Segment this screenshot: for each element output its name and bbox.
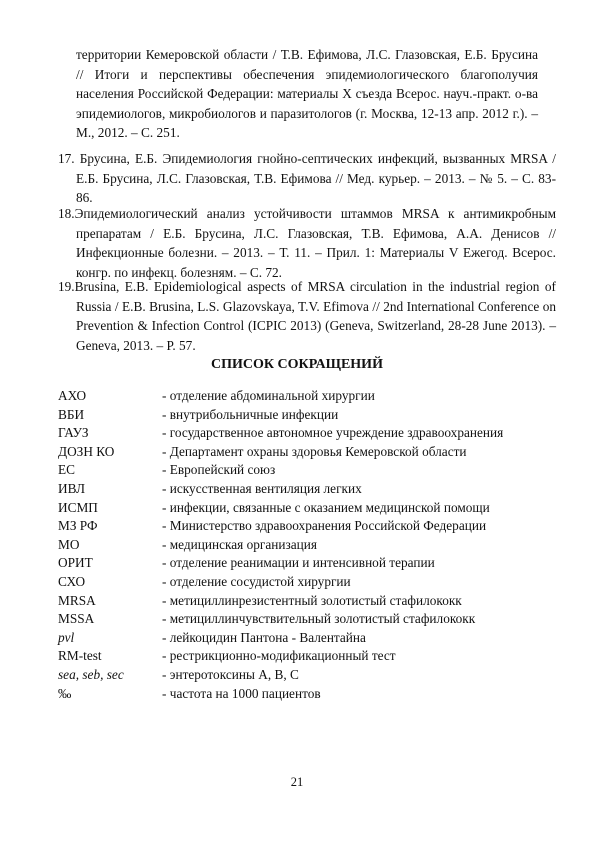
abbreviation-term: ИВЛ xyxy=(58,480,85,496)
abbreviation-row xyxy=(58,442,538,461)
abbreviation-row xyxy=(58,479,538,498)
abbreviation-term: MSSA xyxy=(58,611,95,627)
reference-number: 17. xyxy=(58,151,75,166)
abbreviation-definition: - отделение реанимации и интенсивной терапии xyxy=(162,555,435,571)
abbreviation-definition: - внутрибольничные инфекции xyxy=(162,406,339,422)
abbreviation-term: ЕС xyxy=(58,462,75,478)
abbreviation-row xyxy=(58,516,538,535)
abbreviation-definition: - метициллинрезистентный золотистый стафилококк xyxy=(162,592,462,608)
abbreviation-term: ВБИ xyxy=(58,406,85,422)
abbreviation-row xyxy=(58,423,538,442)
abbreviation-term: RM-test xyxy=(58,648,102,664)
abbreviation-row xyxy=(58,553,538,572)
reference-item xyxy=(58,277,556,355)
abbreviation-term: МЗ РФ xyxy=(58,518,98,534)
reference-text: Brusina, E.B. Epidemiological aspects of MRSA circulation in the industrial region of Russia / E.B. Brusina, L.S. Glazovskaya, T.V. Efimova // 2nd International Conference on Prevention & Infection Control (ICPIC 2013) (Geneva, Switzerland, 28-28 June 2013). – Geneva, 2013. – P. 57. xyxy=(74,279,556,353)
section-heading: СПИСОК СОКРАЩЕНИЙ xyxy=(211,357,383,372)
abbreviation-row xyxy=(58,572,538,591)
abbreviation-definition: - искусственная вентиляция легких xyxy=(162,480,362,496)
abbreviation-term: ИСМП xyxy=(58,499,98,515)
reference-item xyxy=(58,149,556,208)
abbreviation-term: sea, seb, sec xyxy=(58,666,124,682)
abbreviation-definition: - государственное автономное учреждение здравоохранения xyxy=(162,425,504,441)
abbreviation-term: MRSA xyxy=(58,592,96,608)
abbreviation-definition: - инфекции, связанные с оказанием медицинской помощи xyxy=(162,499,490,515)
abbreviation-definition: - метициллинчувствительный золотистый стафилококк xyxy=(162,611,476,627)
abbreviation-row xyxy=(58,460,538,479)
abbreviation-definition: - Департамент охраны здоровья Кемеровской области xyxy=(162,443,467,459)
abbreviation-definition: - отделение абдоминальной хирургии xyxy=(162,388,375,403)
abbreviation-definition: - Министерство здравоохранения Российской Федерации xyxy=(162,518,487,534)
abbreviation-row xyxy=(58,386,538,405)
abbreviation-term: АХО xyxy=(58,388,87,403)
abbreviation-term: pvl xyxy=(58,629,75,645)
abbreviation-definition: - энтеротоксины А, В, С xyxy=(162,666,299,682)
reference-number: 18. xyxy=(58,206,75,221)
abbreviation-definition: - лейкоцидин Пантона - Валентайна xyxy=(162,629,366,645)
abbreviation-term: СХО xyxy=(58,573,86,589)
abbreviation-row xyxy=(58,609,538,628)
reference-continuation: территории Кемеровской области / Т.В. Ефимова, Л.С. Глазовская, Е.Б. Брусина // Итоги и перспективы обеспечения эпидемиологического благополучия населения Российской Федерации: материалы X съезда Всерос. науч.-практ. о-ва эпидемиологов, микробиологов и паразитологов (г. Москва, 12-13 апр. 2012 г.). – М., 2012. – С. 251. xyxy=(76,47,538,141)
abbreviation-row xyxy=(58,646,538,665)
abbreviation-definition: - отделение сосудистой хирургии xyxy=(162,573,351,589)
abbreviation-row xyxy=(58,498,538,517)
abbreviation-term: ДОЗН КО xyxy=(58,443,115,459)
reference-text: Брусина, Е.Б. Эпидемиология гнойно-септических инфекций, вызванных MRSA / Е.Б. Брусина, Л.С. Глазовская, Т.В. Ефимова // Мед. курьер. – 2013. – № 5. – С. 83-86. xyxy=(76,151,557,206)
reference-item xyxy=(58,204,556,282)
abbreviation-row xyxy=(58,535,538,554)
reference-text: Эпидемиологический анализ устойчивости штаммов MRSA к антимикробным препаратам / Е.Б. Брусина, Л.С. Глазовская, Т.В. Ефимова, А.А. Денисов // Инфекционные болезни. – 2013. – Т. 11. – Прил. 1: Материалы V Ежегод. Всерос. конгр. по инфекц. болезням. – С. 72. xyxy=(74,206,556,280)
abbreviation-term: ОРИТ xyxy=(58,555,93,571)
abbreviation-definition: - рестрикционно-модификационный тест xyxy=(162,648,396,664)
abbreviation-row xyxy=(58,591,538,610)
abbreviation-row xyxy=(58,665,538,684)
page-number: 21 xyxy=(290,775,304,789)
abbreviation-term: ‰ xyxy=(58,685,72,701)
abbreviation-definition: - Европейский союз xyxy=(162,462,276,478)
abbreviation-row xyxy=(58,405,538,424)
abbreviation-term: ГАУЗ xyxy=(58,425,89,441)
abbreviation-definition: - медицинская организация xyxy=(162,536,318,552)
abbreviation-list xyxy=(58,386,538,702)
abbreviation-row xyxy=(58,628,538,647)
reference-number: 19. xyxy=(58,279,75,294)
abbreviation-row xyxy=(58,684,538,703)
abbreviation-term: МО xyxy=(58,536,80,552)
abbreviation-definition: - частота на 1000 пациентов xyxy=(162,685,321,701)
